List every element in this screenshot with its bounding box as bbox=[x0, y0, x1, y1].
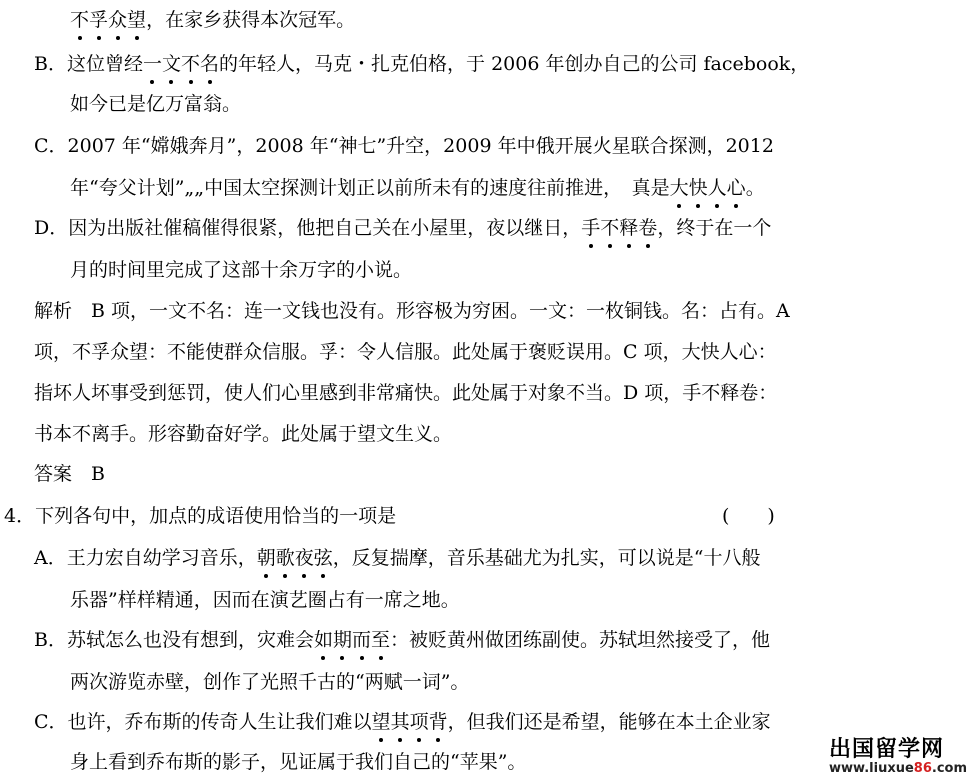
q3-analysis-line4: 书本不离手。形容勤奋好学。此处属于望文生义。 bbox=[34, 423, 453, 445]
watermark-url: www.liuxue86.com bbox=[829, 761, 967, 776]
q3-option-d-line2: 月的时间里完成了这部十余万字的小说。 bbox=[70, 259, 413, 281]
q3-answer: 答案 B bbox=[34, 463, 105, 485]
site-watermark bbox=[829, 732, 967, 776]
q3-analysis-line1: 解析 B 项，一文不名：连一文钱也没有。形容极为穷困。一文：一枚铜钱。名：占有。A bbox=[34, 300, 790, 322]
q3-option-c-line1: C．2007 年“嫦娥奔月”，2008 年“神七”升空，2009 年中俄开展火星联合探测，2012 bbox=[34, 135, 774, 157]
q3-option-d-line1: D．因为出版社催稿催得很紧，他把自己关在小屋里，夜以继日，手不释卷，终于在一个 bbox=[34, 217, 772, 239]
q3-analysis-line3: 指坏人坏事受到惩罚，使人们心里感到非常痛快。此处属于对象不当。D 项，手不释卷： bbox=[34, 382, 778, 404]
q4-option-c-line2: 身上看到乔布斯的影子，见证属于我们自己的“苹果”。 bbox=[70, 751, 527, 773]
q3-option-a-continuation: 不孚众望，在家乡获得本次冠军。 bbox=[70, 9, 356, 31]
q3-option-c-line2: 年“夸父计划”„„中国太空探测计划正以前所未有的速度往前推进， 真是大快人心。 bbox=[70, 177, 765, 199]
watermark-title: 出国留学网 bbox=[829, 737, 945, 762]
q3-analysis-line2: 项，不孚众望：不能使群众信服。孚：令人信服。此处属于褒贬误用。C 项，大快人心： bbox=[34, 341, 777, 363]
q3-option-b-line2: 如今已是亿万富翁。 bbox=[70, 93, 242, 115]
q4-option-a-line2: 乐器”样样精通，因而在演艺圈占有一席之地。 bbox=[70, 589, 460, 611]
q4-option-a-line1: A．王力宏自幼学习音乐，朝歌夜弦，反复揣摩，音乐基础尤为扎实，可以说是“十八般 bbox=[34, 547, 761, 569]
q4-option-b-line1: B．苏轼怎么也没有想到，灾难会如期而至：被贬黄州做团练副使。苏轼坦然接受了，他 bbox=[34, 629, 771, 651]
q3-option-b-line1: B．这位曾经一文不名的年轻人，马克・扎克伯格，于 2006 年创办自己的公司 facebook， bbox=[34, 53, 810, 75]
q4-answer-paren: ( ) bbox=[722, 505, 775, 527]
q4-option-b-line2: 两次游览赤壁，创作了光照千古的“两赋一词”。 bbox=[70, 671, 470, 693]
q4-option-c-line1: C．也许，乔布斯的传奇人生让我们难以望其项背，但我们还是希望，能够在本土企业家 bbox=[34, 711, 771, 733]
q4-stem: 4．下列各句中，加点的成语使用恰当的一项是 bbox=[4, 505, 397, 527]
